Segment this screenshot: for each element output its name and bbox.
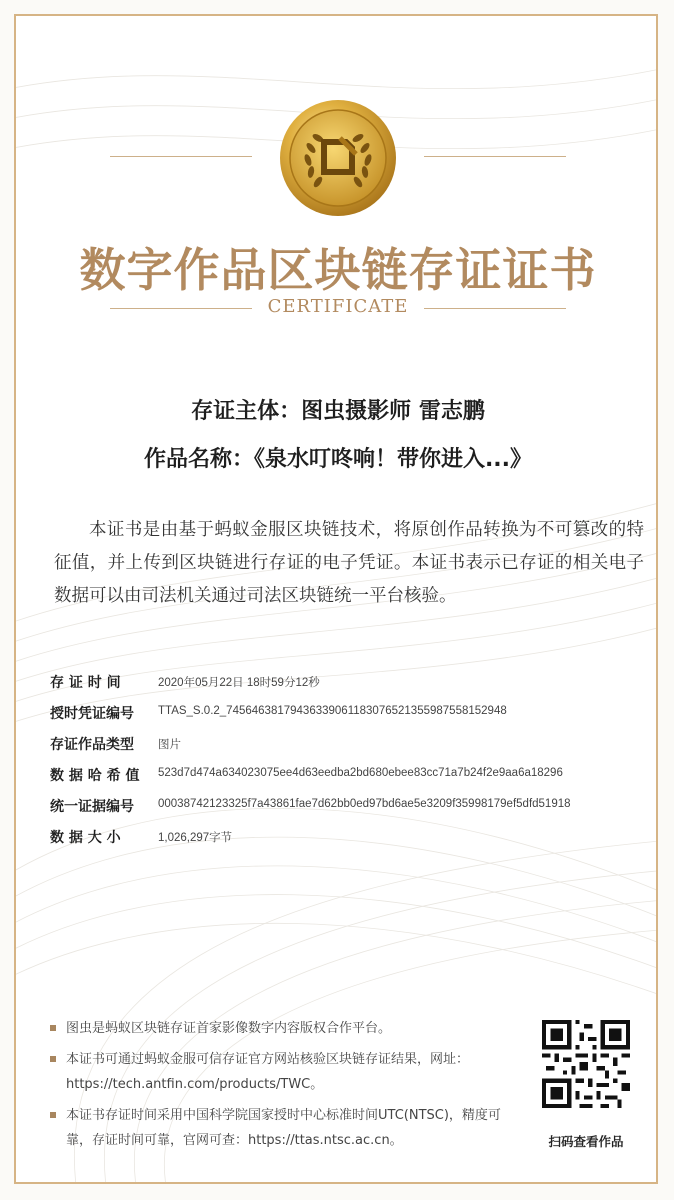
rule-right-top [424,156,566,157]
square-bullet-icon [50,1112,56,1118]
gold-medal-logo-icon [278,98,398,218]
info-row-work-type [50,734,650,765]
note-text: 本证书可通过蚂蚁金服可信存证官方网站核验区块链存证结果，网址：https://tech.antfin.com/products/TWC。 [66,1052,470,1092]
certificate-title: 数字作品区块链存证证书 [79,243,597,297]
square-bullet-icon [50,1056,56,1062]
info-row-data-size [50,827,650,858]
info-row-time-voucher [50,703,650,734]
info-label: 数 据 哈 希 值 [50,768,140,784]
info-value: TTAS_S.0.2_74564638179436339061183076521355987558152948 [158,705,507,717]
info-value: 00038742123325f7a43861fae7d62bb0ed97bd6ae5e3209f35998179ef5dfd51918 [158,798,571,810]
info-value: 1,026,297字节 [158,832,233,844]
info-row-timestamp [50,672,650,703]
rule-left-top [110,156,252,157]
note-item [50,1016,520,1041]
certificate-description: 本证书是由基于蚂蚁金服区块链技术，将原创作品转换为不可篡改的特征值，并上传到区块链进行存证的电子凭证。本证书表示已存证的相关电子数据可以由司法机关通过司法区块链统一平台核验。 [54,520,644,606]
work-title-line: 作品名称：《泉水叮咚响！带你进入...》 [143,447,533,472]
qr-code-icon[interactable] [542,1020,630,1108]
subject-line: 存证主体：图虫摄影师 雷志鹏 [191,399,485,424]
info-label: 存证作品类型 [50,737,134,753]
info-value: 523d7d474a634023075ee4d63eedba2bd680ebee83cc71a7b24f2e9aa6a18296 [158,767,563,779]
notes-list [50,1016,520,1159]
certificate-frame [14,14,658,1184]
info-table [50,672,650,858]
info-label: 存 证 时 间 [50,675,121,691]
info-row-evidence-id [50,796,650,827]
note-item [50,1047,520,1097]
info-label: 统一证据编号 [50,799,134,815]
info-value: 图片 [158,739,181,751]
certificate-subtitle: CERTIFICATE [267,296,409,317]
note-text: 图虫是蚂蚁区块链存证首家影像数字内容版权合作平台。 [66,1021,392,1036]
info-value: 2020年05月22日 18时59分12秒 [158,677,320,689]
note-text: 本证书存证时间采用中国科学院国家授时中心标准时间UTC(NTSC)，精度可靠，存证时间可靠，官网可查：https://ttas.ntsc.ac.cn。 [66,1108,501,1148]
info-label: 授时凭证编号 [50,706,134,722]
note-item [50,1103,520,1153]
qr-caption: 扫码查看作品 [548,1134,624,1149]
square-bullet-icon [50,1025,56,1031]
info-label: 数 据 大 小 [50,830,121,846]
info-row-hash [50,765,650,796]
